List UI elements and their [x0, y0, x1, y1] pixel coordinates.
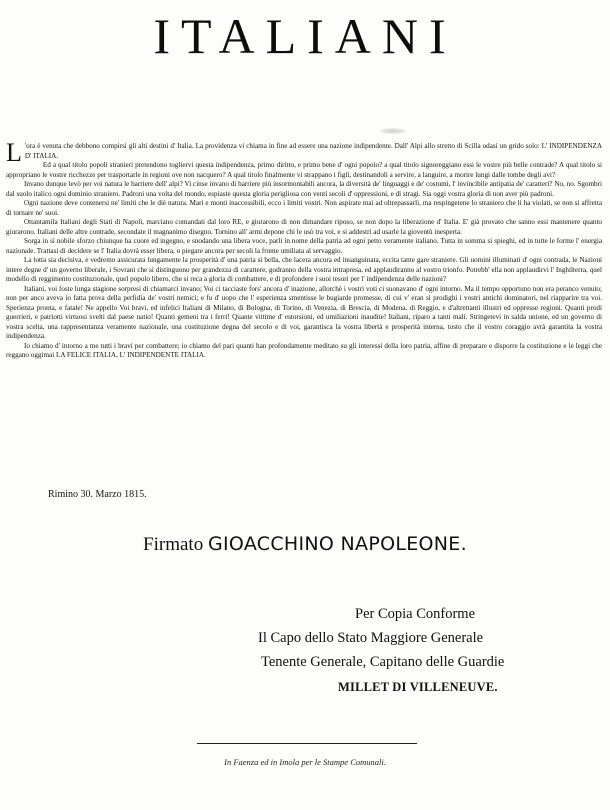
- body-paragraph-2: Ed a qual titolo popoli stranieri pretendono togliervi questa indipendenza, primo diritto, e primo bene d' ogni popolo? a qual titolo signoreggiano essi le vostre più belle contrade? A qual titolo si appropriano le vostre ricchezze per trasportarle in regioni ove non nacquero? A qual titolo finalmente vi strappano i figli, destinandoli a servire, a languire, a morire lungi dalle tombe degli avi?: [6, 161, 602, 179]
- proclamation-body: [6, 138, 602, 361]
- body-paragraph-1: [6, 138, 602, 167]
- signature-name: GIOACCHINO NAPOLEONE.: [207, 533, 467, 555]
- body-paragraph-8: Italiani, voi foste lunga stagione sorpresi di chiamarci invano; Voi ci tacciaste fors' ancora d' inazione, allorchè i vostri voti ci suonavano d' ogni intorno. Ma il tempo opportuno non era peranco venuto; non per anco aveva io fatta prova della perfidia de' vostri nemici; e fu d' uopo che l' esperienza smentisse le bugiarde promesse, di cui v' eran sì prodighi i vostri antichi dominatori, nel riapparire tra voi. Sperienza pronta, e fatale! Ne appello Voi bravi, ed infelici Italiani di Milano, di Bologna, di Torino, di Venezia, di Brescia, di Modena, di Reggio, e d'altrettanti illustri ed oppresse regioni. Quanti prodi guerrieri, e patriotti virtuosi svelti dal paese natio! Quanti gemeni tra i ferri! Quante vittime d' estorsioni, ed umiliazioni inaudite! Italiani, riparo a tanti mali. Stringetevi in salda unione, ed un governo di vostra scelta, una rappresentanza veramente nazionale, una costituzione degna del secolo e di voi, garantisca la vostra libertà e prosperità interna, tosto che il vostro coraggio avrà garantita la vostra indipendenza.: [6, 284, 602, 340]
- attestation-line-3: Tenente Generale, Capitano delle Guardie: [261, 654, 505, 670]
- paragraph-text: 'ora è venuta che debbono compirsi gli alti destini d' Italia. La providenza vi chiama in fine ad essere una nazione indipendente. Dall' Alpi allo stretto di Scilla odasi un grido solo: L' INDIPENDENZA D' ITALIA.: [24, 142, 602, 160]
- body-paragraph-9: Io chiamo d' intorno a me tutti i bravi per combattere; io chiamo del pari quanti han profondamente meditato su gli interessi della loro patria, affine di preparare e disporre la costituzione e le leggi che reggano oggimai LA FELICE ITALIA, L' INDIPENDENTE ITALIA.: [6, 341, 602, 359]
- signature-line: [0, 533, 610, 556]
- signature-prefix: Firmato: [143, 534, 204, 555]
- body-paragraph-4: Ogni nazione deve contenersi ne' limiti che le diè natura. Mari e monti inaccessibili, ecco i limiti vostri. Non aspirate mai ad oltrepassarli, ma respingetene lo straniero che li ha violati, se non si affretta di tornare ne' suoi.: [6, 199, 602, 217]
- drop-cap: L: [6, 138, 22, 167]
- divider-rule: [197, 743, 417, 744]
- proclamation-title: ITALIANI: [153, 8, 457, 64]
- paper-stain: [380, 128, 406, 134]
- body-paragraph-6: Sorga in sì nobile sforzo chiunque ha cuore ed ingegno, e snodando una libera voce, parli in nome della patria ad ogni petto veramente italiano. Tutta in somma si spieghi, ed in tutte le forme l' energia nazionale. Trattasi di decidere se l' Italia dovrà esser libera, o piegare ancora per secoli la fronte umiliata al servaggio.: [6, 237, 602, 255]
- body-paragraph-3: Invano dunque levò per voi natura le barriere dell' alpi? Vi cinse invano di barriere più insormontabili ancora, la diversità de' linguaggi e de' costumi, l' invincibile antipatia de' caratteri? No, no. Sgombri dal suolo italico ogni dominio straniero. Padroni una volta del mondo, espiaste questa gloria perigliosa con venti secoli d' oppressioni, e di stragi. Sia oggi vostra gloria di non aver più padroni.: [6, 180, 602, 198]
- body-paragraph-7: La lotta sia decisiva, e vedremo assicurata lungamente la prosperità d' una patria sì bella, che lacera ancora ed insanguinata, eccita tante gare straniere. Gli uomini illuminati d' ogni contrada, le Nazioni intere degne d' un governo liberale, i Sovrani che si distinguono per grandezza di carattere, godranno della vostra intrapresa, ed applaudiranno al vostro trionfo. Potrebb' ella non applaudirvi l' Inghilterra, quel modello di reggimento costituzionale, quel popolo libero, che si reca a gloria di combattere, e di profondere i suoi tesori per l' indipendenza delle nazioni?: [6, 256, 602, 283]
- attestation-line-1: Per Copia Conforme: [355, 606, 476, 622]
- body-paragraph-5: Ottantamila Italiani degli Stati di Napoli, marciano comandati dal loro RE, e giurarono di non dimandare riposo, se non dopo la liberazione d' Italia. E' già provato che sanno essi mantenere quanto giurarono. Italiani delle altre contrade, secondate il magnanimo disegno. Tornino all' armi depone chi le usò tra voi, e si addestri ad usarle la gioventù inesperta.: [6, 218, 602, 236]
- printer-imprint: In Faenza ed in Imola per le Stampe Comunali.: [224, 757, 386, 767]
- attestation-signatory: MILLET DI VILLENEUVE.: [338, 680, 498, 694]
- dateline: Rimino 30. Marzo 1815.: [48, 489, 147, 500]
- attestation-line-2: Il Capo dello Stato Maggiore Generale: [258, 630, 484, 646]
